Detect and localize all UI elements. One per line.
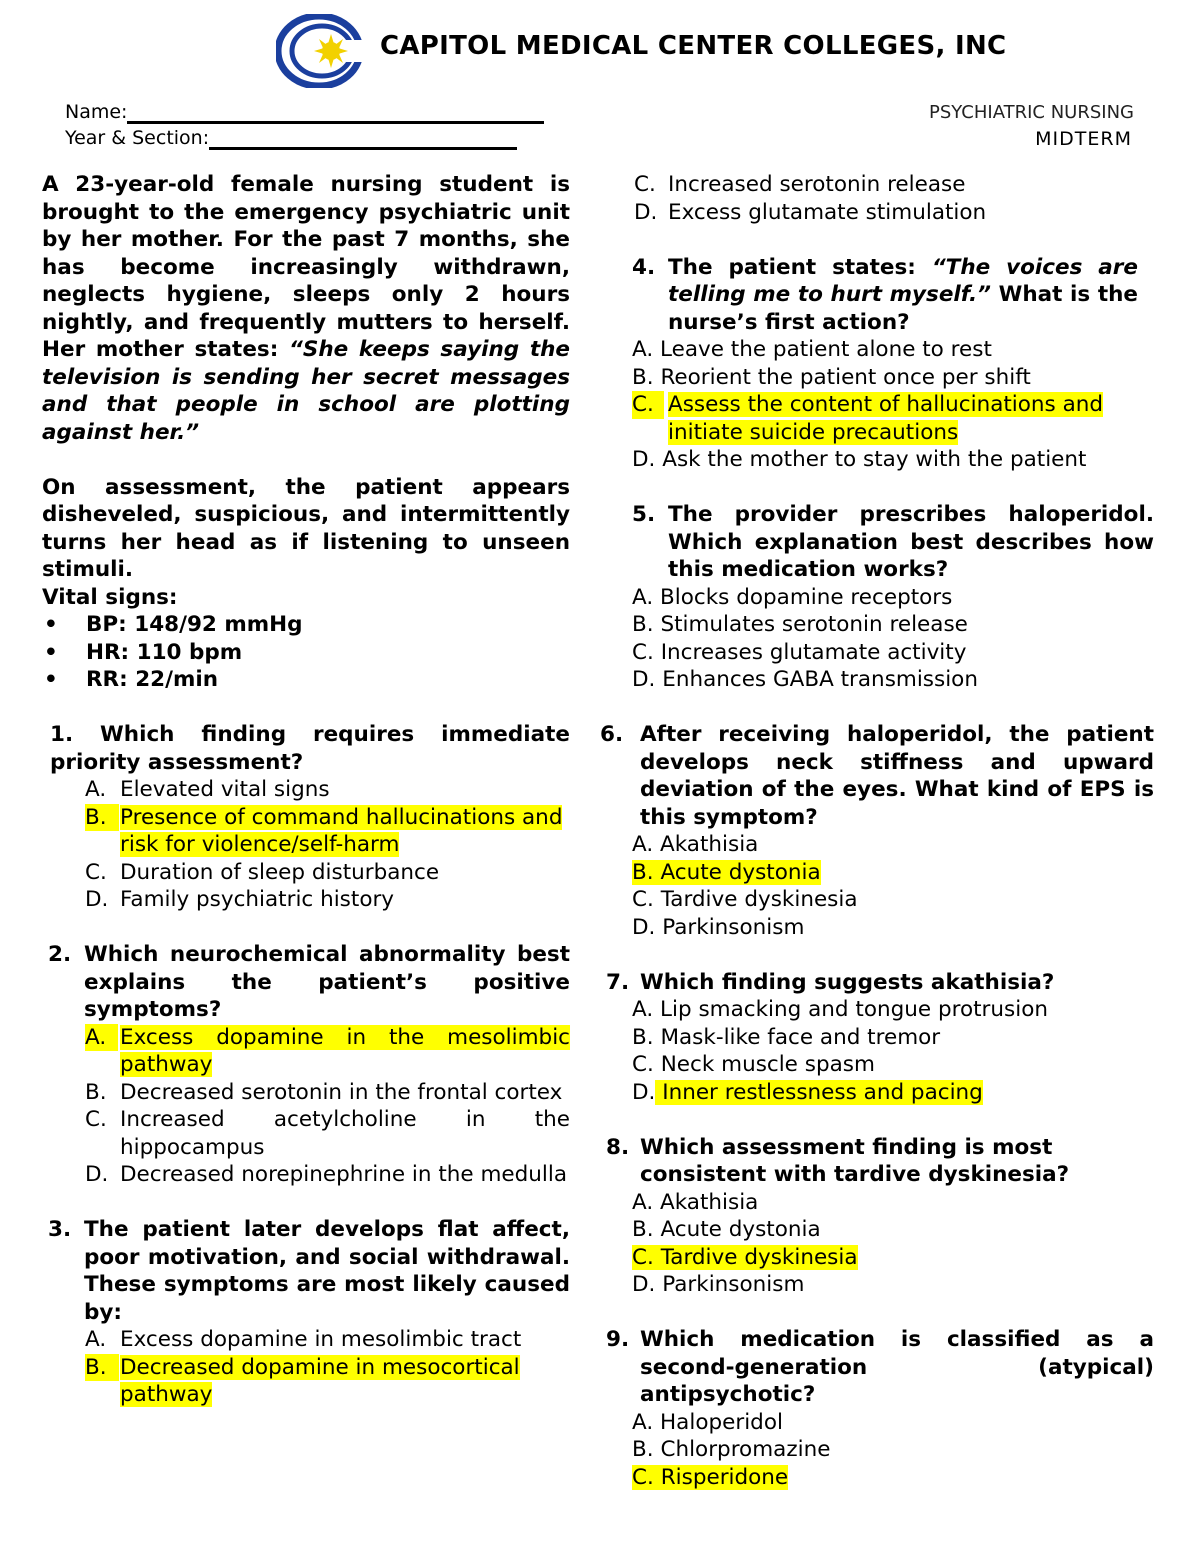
question-7-text: 7. Which finding suggests akathisia?	[606, 969, 1055, 995]
q5-option-c[interactable]: C. Increases glutamate activity	[632, 639, 967, 665]
q3-option-b[interactable]: B. Decreased dopamine in mesocortical pathway	[85, 1354, 520, 1407]
q9-option-a[interactable]: A. Haloperidol	[632, 1409, 783, 1435]
q7-option-c[interactable]: C. Neck muscle spasm	[632, 1052, 875, 1077]
question-3-continued	[598, 171, 1154, 226]
question-5-text: 5. The provider prescribes haloperidol. Which explanation best describes how this medication works?	[632, 502, 1154, 582]
q1-option-a[interactable]: A. Elevated vital signs	[85, 777, 330, 802]
left-column	[42, 171, 570, 1436]
name-line[interactable]	[127, 101, 544, 124]
q4-option-b[interactable]: B. Reorient the patient once per shift	[632, 364, 1031, 390]
q5-option-a[interactable]: A. Blocks dopamine receptors	[632, 584, 953, 610]
q5-option-d[interactable]: D. Enhances GABA transmission	[632, 667, 978, 692]
year-section-field[interactable]	[65, 126, 517, 150]
q8-option-b[interactable]: B. Acute dystonia	[632, 1217, 821, 1242]
q8-option-d[interactable]: D. Parkinsonism	[632, 1272, 805, 1297]
question-2	[42, 941, 570, 1189]
school-logo	[276, 14, 362, 88]
q1-option-c[interactable]: C. Duration of sleep disturbance	[85, 859, 440, 885]
right-column	[598, 171, 1154, 1519]
q7-option-d[interactable]: D. Inner restlessness and pacing	[632, 1079, 983, 1105]
case-intro: A 23-year-old female nursing student is brought to the emergency psychiatric unit by her mother. For the past 7 months, she has become increasingly withdrawn, neglects hygiene, sleeps only 2 hours nightly, and frequently mutters to herself. Her mother states: “She keeps saying the television is sending her secret messages and that people in school are plotting against her.”	[42, 172, 570, 445]
q4-option-d[interactable]: D. Ask the mother to stay with the patient	[632, 447, 1087, 472]
vital-rr: • RR: 22/min	[42, 666, 570, 694]
question-2-text: 2. Which neurochemical abnormality best explains the patient’s positive symptoms?	[48, 942, 570, 1022]
school-name: CAPITOL MEDICAL CENTER COLLEGES, INC	[380, 31, 1007, 61]
question-5	[598, 501, 1154, 694]
year-section-line[interactable]	[209, 127, 517, 150]
q3-option-a[interactable]: A. Excess dopamine in mesolimbic tract	[85, 1327, 522, 1352]
q9-option-b[interactable]: B. Chlorpromazine	[632, 1437, 831, 1462]
q7-option-b[interactable]: B. Mask-like face and tremor	[632, 1024, 941, 1050]
q2-option-d[interactable]: D. Decreased norepinephrine in the medulla	[85, 1162, 568, 1187]
q3-option-c[interactable]: C. Increased serotonin release	[634, 172, 966, 197]
q1-option-b[interactable]: B. Presence of command hallucinations and risk for violence/self-harm	[85, 804, 563, 857]
question-1-text: 1. Which finding requires immediate priority assessment?	[50, 722, 570, 775]
q6-option-b[interactable]: B. Acute dystonia	[632, 859, 821, 885]
question-9-text: 9. Which medication is classified as a second-generation (atypical) antipsychotic?	[606, 1327, 1154, 1407]
q6-option-c[interactable]: C. Tardive dyskinesia	[632, 887, 858, 912]
case-quote: “She keeps saying the television is sending her secret messages and that people in school are plotting against her.”	[42, 337, 570, 445]
q9-option-c[interactable]: C. Risperidone	[632, 1464, 789, 1490]
question-4-text: 4. The patient states: “The voices are telling me to hurt myself.” What is the nurse’s first action?	[632, 254, 1138, 335]
q7-option-a[interactable]: A. Lip smacking and tongue protrusion	[632, 997, 1048, 1022]
question-9	[598, 1326, 1154, 1491]
question-7	[598, 969, 1154, 1107]
subject-label: PSYCHIATRIC NURSING	[928, 102, 1134, 123]
year-section-label: Year & Section:	[65, 127, 210, 149]
question-3-text: 3. The patient later develops flat affect, poor motivation, and social withdrawal. These symptoms are most likely caused by:	[48, 1217, 570, 1325]
q2-option-a[interactable]: A. Excess dopamine in the mesolimbic pathway	[85, 1024, 570, 1077]
vitals-title: Vital signs:	[42, 584, 178, 610]
q6-option-a[interactable]: A. Akathisia	[632, 832, 759, 857]
vital-bp: • BP: 148/92 mmHg	[42, 611, 570, 639]
q1-option-d[interactable]: D. Family psychiatric history	[85, 887, 395, 912]
vital-hr: • HR: 110 bpm	[42, 639, 570, 667]
q8-option-a[interactable]: A. Akathisia	[632, 1189, 759, 1215]
question-3	[42, 1216, 570, 1409]
q4-option-c[interactable]: C. Assess the content of hallucinations and initiate suicide precautions	[632, 392, 1104, 445]
question-6	[598, 721, 1154, 941]
question-4	[598, 254, 1154, 474]
question-8-text: 8. Which assessment finding is most consistent with tardive dyskinesia?	[606, 1134, 1070, 1187]
exam-label: MIDTERM	[1035, 128, 1132, 150]
question-6-text: 6. After receiving haloperidol, the patient develops neck stiffness and upward deviation of the eyes. What kind of EPS is this symptom?	[600, 722, 1154, 830]
sun-icon	[314, 34, 348, 68]
q4-option-a[interactable]: A. Leave the patient alone to rest	[632, 337, 992, 362]
q5-option-b[interactable]: B. Stimulates serotonin release	[632, 612, 968, 637]
q8-option-c[interactable]: C. Tardive dyskinesia	[632, 1244, 858, 1270]
name-field[interactable]	[65, 100, 544, 124]
vitals-list	[42, 611, 570, 694]
question-8	[598, 1134, 1154, 1299]
name-label: Name:	[65, 101, 128, 123]
q6-option-d[interactable]: D. Parkinsonism	[632, 914, 805, 940]
q2-option-b[interactable]: B. Decreased serotonin in the frontal cortex	[85, 1079, 563, 1105]
case-assessment: On assessment, the patient appears disheveled, suspicious, and intermittently turns her head as if listening to unseen stimuli.	[42, 474, 570, 582]
q3-option-d[interactable]: D. Excess glutamate stimulation	[634, 199, 987, 225]
question-1	[42, 721, 570, 914]
q2-option-c[interactable]: C. Increased acetylcholine in the hippocampus	[85, 1107, 570, 1160]
